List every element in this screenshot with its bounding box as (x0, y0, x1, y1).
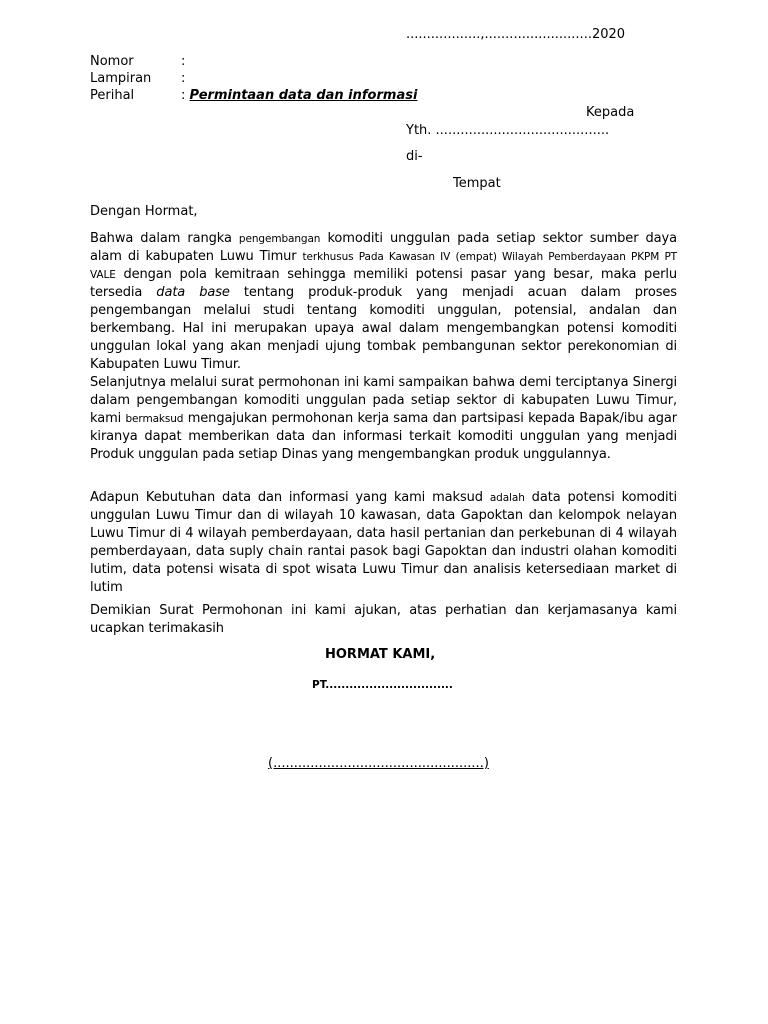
p2-text: mengajukan permohonan kerja sama dan partsipasi kepada Bapak/ibu agar kiranya dapat memberikan data dan informasi terkait komoditi unggulan yang menjadi Produk unggulan pada setiap Dinas yang mengembangkan produk unggulannya. (90, 411, 677, 462)
p1-text: komoditi unggulan pada setiap sektor sumber daya alam di kabupaten Luwu Timur (90, 231, 677, 264)
paragraph-4: Demikian Surat Permohonan ini kami ajukan, atas perhatian dan kerjamasanya kami ucapkan terimakasih (90, 603, 677, 636)
closing: HORMAT KAMI, (325, 647, 436, 662)
meta-sep: : (181, 88, 186, 103)
paragraph-2 (90, 374, 677, 464)
p1-text: Bahwa dalam rangka (90, 231, 239, 246)
recipient-di: di- (406, 149, 423, 164)
p3-text: data potensi komoditi unggulan Luwu Timur dan di wilayah 10 kawasan, data Gapoktan dan kelompok nelayan Luwu Timur di 4 wilayah pemberdayaan, data hasil pertanian dan perkebunan di 4 wilayah pemberdayaan, data suply chain rantai pasok bagi Gapoktan dan industri olahan komoditi lutim, data potensi wisata di spot wisata Luwu Timur dan analisis ketersediaan market di lutim (90, 490, 677, 595)
subject-value: Permintaan data dan informasi (189, 88, 418, 103)
p3-text-small: adalah (489, 492, 525, 504)
recipient-kepada: Kepada (586, 105, 635, 120)
p1-italic: data base (156, 285, 230, 300)
p1-text: dengan pola kemitraan sehingga memiliki potensi pasar yang besar, maka perlu tersedia (90, 267, 677, 300)
p1-text: tentang produk-produk yang menjadi acuan dalam proses pengembangan melalui studi tentang komoditi unggulan, potensial, andalan dan berkembang. Hal ini merupakan upaya awal dalam mengembangkan potensi komoditi unggulan lokal yang akan menjadi ujung tombak pembangunan sektor perekonomian di Kabupaten Luwu Timur. (90, 285, 677, 372)
paragraph-1 (90, 230, 677, 374)
letter-date: ..................,..........................2020 (406, 27, 626, 42)
signature-line: (...................................................) (268, 756, 489, 771)
recipient-yth: Yth. .......................................... (406, 123, 610, 138)
meta-sep: : (181, 54, 186, 69)
p1-text-small: terkhusus Pada Kawasan IV (empat) Wilayah Pemberdayaan PKPM PT VALE (90, 251, 677, 281)
meta-sep: : (181, 71, 186, 86)
p2-text-small: bermaksud (125, 413, 184, 425)
meta-label: Lampiran (90, 71, 152, 86)
meta-lampiran (90, 70, 185, 88)
greeting: Dengan Hormat, (90, 204, 198, 219)
p3-text: Adapun Kebutuhan data dan informasi yang kami maksud (90, 490, 490, 505)
meta-perihal (90, 87, 417, 105)
meta-label: Nomor (90, 54, 134, 69)
paragraph-3 (90, 489, 677, 597)
meta-label: Perihal (90, 88, 135, 103)
recipient-tempat: Tempat (453, 176, 501, 191)
company-line: PT................................ (312, 679, 453, 691)
p1-text-small: pengembangan (238, 233, 321, 245)
p2-text: Selanjutnya melalui surat permohonan ini kami sampaikan bahwa demi terciptanya Sinergi dalam pengembangan komoditi unggulan pada setiap sektor di kabupaten Luwu Timur, kami (90, 375, 677, 426)
meta-nomor (90, 53, 185, 71)
